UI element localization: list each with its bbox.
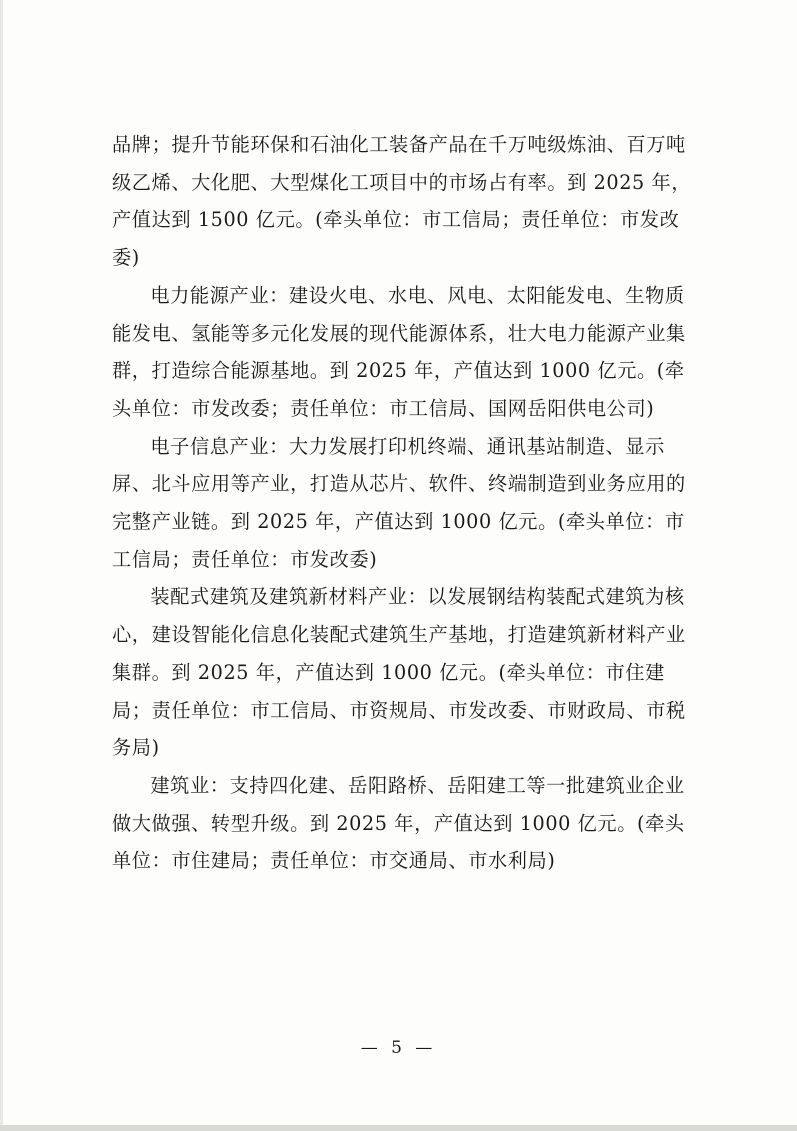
- paragraph-petrochemical-equipment: 品牌；提升节能环保和石油化工装备产品在千万吨级炼油、百万吨级乙烯、大化肥、大型煤化工项目中的市场占有率。到 2025 年，产值达到 1500 亿元。(牵头单位：市工信局；责任单位：市发改委): [112, 133, 692, 270]
- document-body: [112, 126, 700, 880]
- paragraph-prefab-building-materials: 装配式建筑及建筑新材料产业：以发展钢结构装配式建筑为核心，建设智能化信息化装配式建筑生产基地，打造建筑新材料产业集群。到 2025 年，产值达到 1000 亿元。(牵头单位：市住建局；责任单位：市工信局、市资规局、市发改委、市财政局、市税务局): [112, 585, 686, 760]
- scan-bottom-edge: [0, 1125, 797, 1131]
- page-number: — 5 —: [360, 1038, 437, 1058]
- paragraph-electronic-information: 电子信息产业：大力发展打印机终端、通讯基站制造、显示屏、北斗应用等产业，打造从芯片、软件、终端制造到业务应用的完整产业链。到 2025 年，产值达到 1000 亿元。(牵头单位：市工信局；责任单位：市发改委): [112, 434, 686, 571]
- scan-left-edge: [0, 0, 3, 1131]
- paragraph-construction-industry: 建筑业：支持四化建、岳阳路桥、岳阳建工等一批建筑业企业做大做强、转型升级。到 2025 年，产值达到 1000 亿元。(牵头单位：市住建局；责任单位：市交通局、市水利局): [112, 773, 685, 873]
- paragraph-power-energy: 电力能源产业：建设火电、水电、风电、太阳能发电、生物质能发电、氢能等多元化发展的现代能源体系，壮大电力能源产业集群，打造综合能源基地。到 2025 年，产值达到 1000 亿元。(牵头单位：市发改委；责任单位：市工信局、国网岳阳供电公司): [112, 283, 686, 420]
